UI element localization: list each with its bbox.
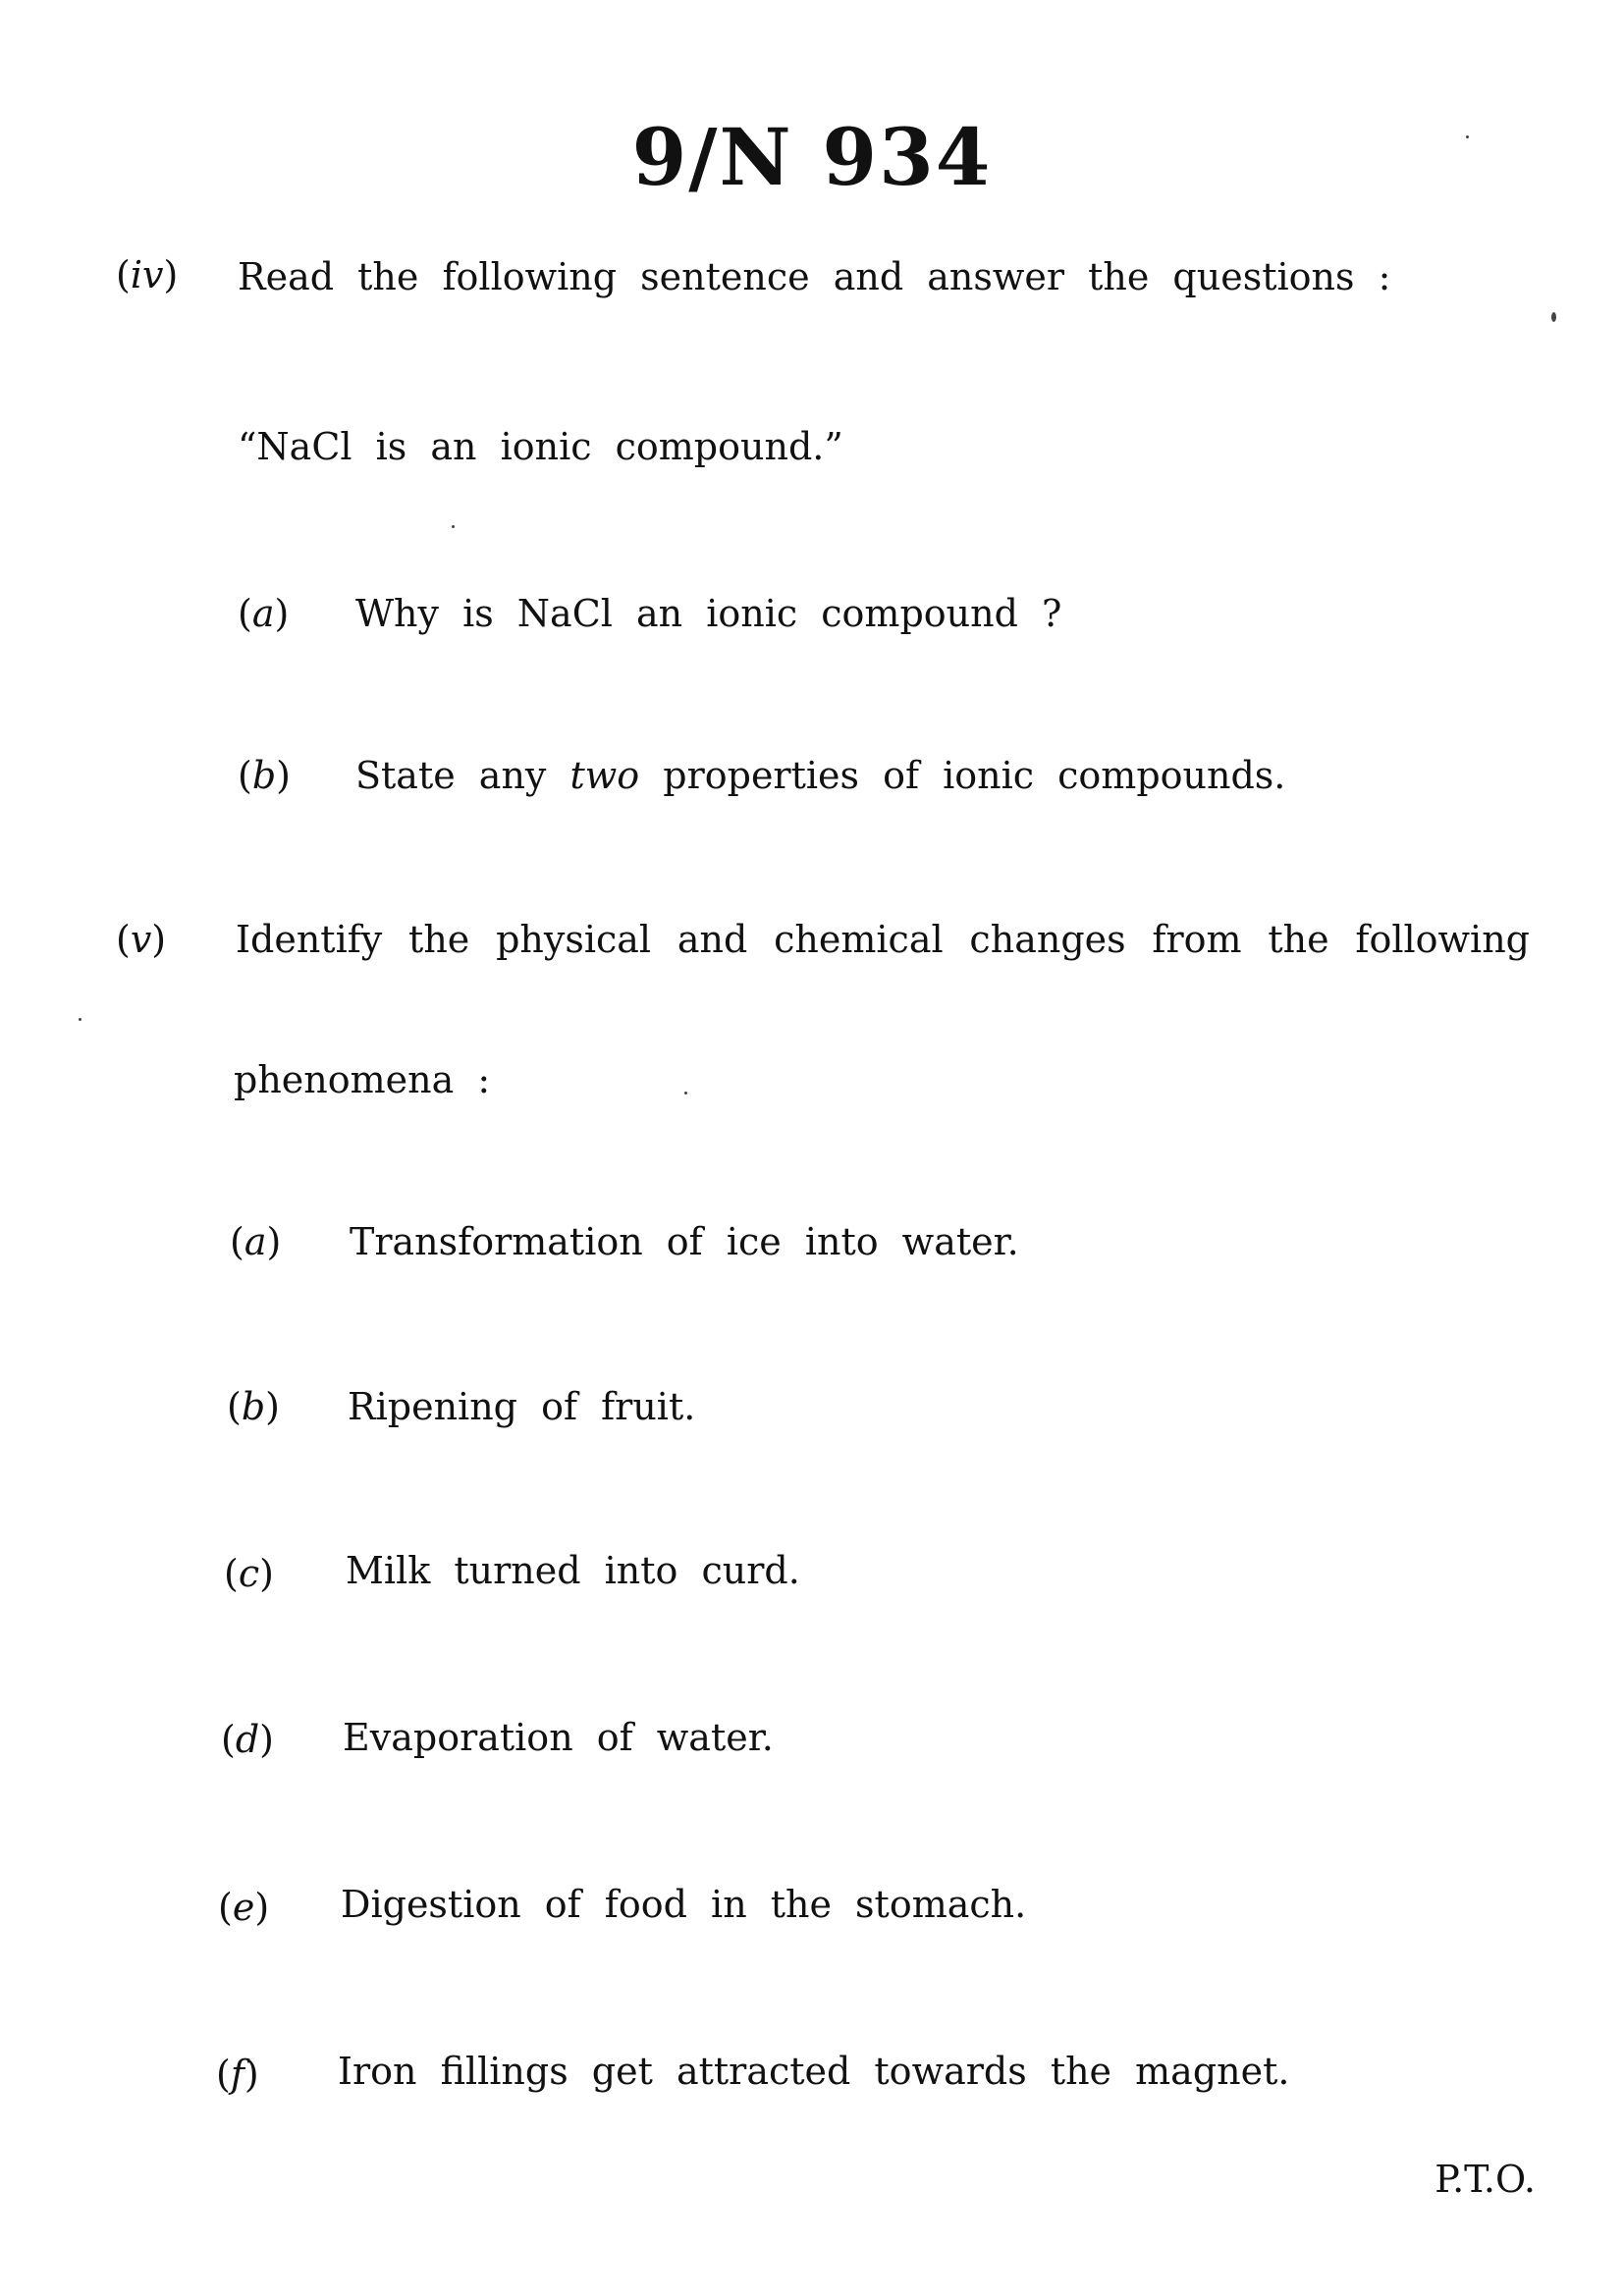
- part-v-e-text: Digestion of food in the stomach.: [341, 1883, 1027, 1926]
- part-v-b-text: Ripening of fruit.: [348, 1385, 696, 1428]
- part-text-post: properties of ionic compounds.: [639, 754, 1286, 797]
- part-iv-a-text: [355, 589, 1061, 638]
- scan-speck: [452, 525, 455, 528]
- part-label-v-c: (c): [224, 1552, 274, 1595]
- part-label-v-f: (f): [216, 2053, 259, 2096]
- part-v-a-text: Transformation of ice into water.: [350, 1220, 1019, 1263]
- question-number-iv: (iv): [116, 253, 179, 296]
- part-v-f-text: Iron fillings get attracted towards the magnet.: [338, 2050, 1290, 2093]
- part-label: a: [251, 592, 275, 635]
- part-text-pre: State any: [355, 754, 570, 797]
- part-iv-b-text: [355, 751, 1285, 800]
- part-text-emphasis: two: [569, 754, 640, 797]
- question-number-label: v: [130, 918, 152, 961]
- part-label-iv-a: (a): [238, 592, 290, 635]
- part-label: c: [238, 1552, 260, 1595]
- part-label: d: [235, 1718, 260, 1761]
- part-text: Why is NaCl an ionic compound ?: [355, 592, 1062, 635]
- scan-speck: [1466, 135, 1469, 138]
- please-turn-over: P.T.O.: [1435, 2158, 1536, 2201]
- part-label-v-e: (e): [218, 1886, 270, 1929]
- question-v-stem-line1: [236, 915, 1530, 964]
- scan-speck: [1551, 312, 1556, 322]
- part-label: b: [241, 1385, 266, 1428]
- paper-code: 9/N 934: [631, 111, 993, 203]
- question-iv-stem: Read the following sentence and answer the questions :: [238, 255, 1391, 298]
- question-iv-quote: “NaCl is an ionic compound.”: [238, 425, 843, 468]
- question-number-v: (v): [116, 918, 167, 961]
- scan-speck: [684, 1092, 687, 1095]
- part-v-c-text: Milk turned into curd.: [346, 1549, 800, 1592]
- stem-text: Identify the physical and chemical changes from the following: [236, 918, 1530, 961]
- part-label-v-d: (d): [221, 1718, 274, 1761]
- question-number-label: iv: [130, 253, 164, 296]
- question-v-stem-line2: phenomena :: [234, 1058, 491, 1101]
- part-v-d-text: Evaporation of water.: [343, 1716, 774, 1759]
- part-label-iv-b: (b): [238, 754, 291, 797]
- part-label: a: [244, 1220, 267, 1263]
- part-label-v-a: (a): [230, 1220, 282, 1263]
- part-label: e: [232, 1886, 255, 1929]
- part-label: b: [251, 754, 277, 797]
- part-label-v-b: (b): [227, 1385, 280, 1428]
- part-label: f: [230, 2053, 244, 2096]
- scan-speck: [79, 1018, 81, 1021]
